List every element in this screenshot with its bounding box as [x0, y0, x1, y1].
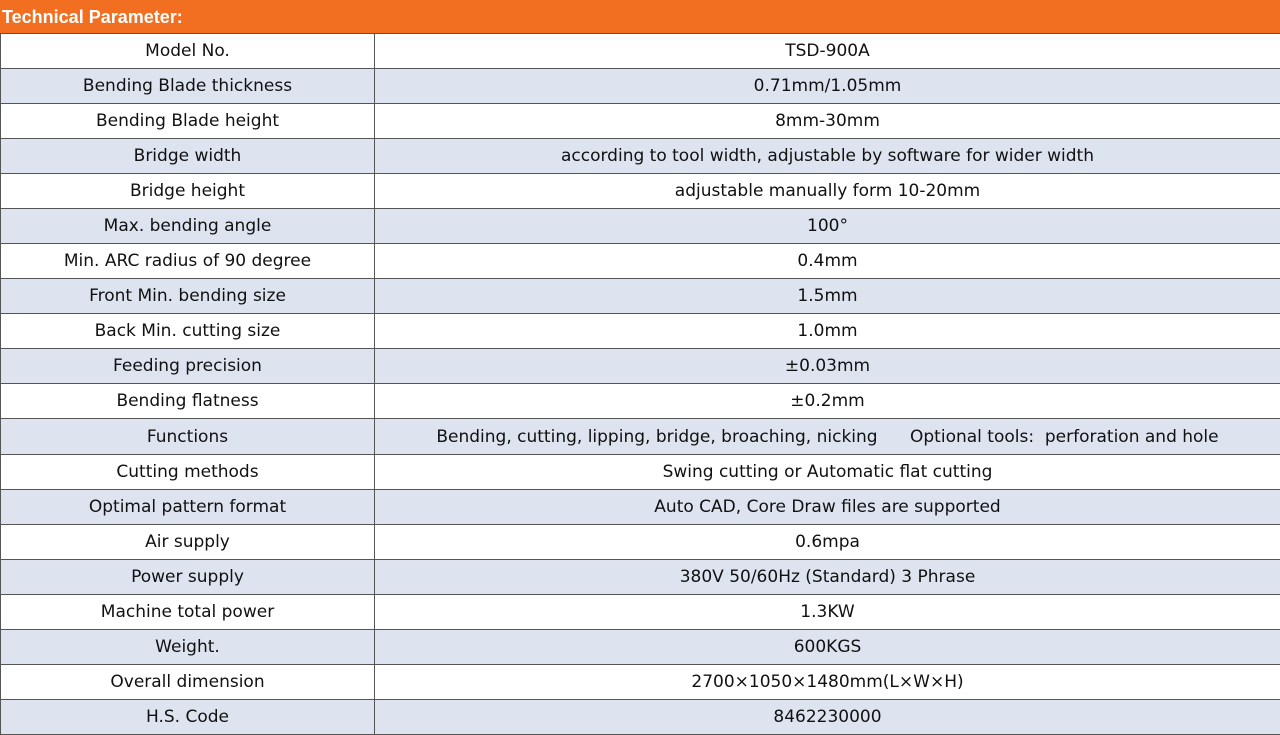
spec-label: Bridge width: [1, 139, 375, 174]
spec-row-functions: [1, 419, 1280, 455]
spec-label: Bending Blade thickness: [1, 69, 375, 104]
spec-row-model-no: [1, 34, 1280, 69]
spec-label: Machine total power: [1, 595, 375, 630]
spec-row-max-bending-angle: [1, 209, 1280, 244]
spec-row-hs-code: [1, 700, 1280, 735]
spec-label: Model No.: [1, 34, 375, 69]
spec-value: 2700×1050×1480mm(L×W×H): [375, 665, 1280, 700]
spec-value: 0.71mm/1.05mm: [375, 69, 1280, 104]
spec-row-bridge-height: [1, 174, 1280, 209]
spec-label: Weight.: [1, 630, 375, 665]
spec-row-front-min-bending: [1, 279, 1280, 314]
spec-row-bending-flatness: [1, 384, 1280, 419]
spec-label: Optimal pattern format: [1, 490, 375, 525]
spec-value: 100°: [375, 209, 1280, 244]
spec-table: [0, 34, 1280, 735]
spec-row-min-arc-radius: [1, 244, 1280, 279]
spec-label: Functions: [1, 419, 375, 455]
spec-value: according to tool width, adjustable by software for wider width: [375, 139, 1280, 174]
spec-value: Swing cutting or Automatic flat cutting: [375, 455, 1280, 490]
spec-value: Bending, cutting, lipping, bridge, broaching, nicking Optional tools: perforation and hole: [375, 419, 1280, 455]
spec-row-total-power: [1, 595, 1280, 630]
spec-value: TSD-900A: [375, 34, 1280, 69]
spec-row-overall-dimension: [1, 665, 1280, 700]
spec-label: Cutting methods: [1, 455, 375, 490]
spec-row-pattern-format: [1, 490, 1280, 525]
spec-value: 8mm-30mm: [375, 104, 1280, 139]
spec-label: Max. bending angle: [1, 209, 375, 244]
spec-label: Min. ARC radius of 90 degree: [1, 244, 375, 279]
spec-row-bridge-width: [1, 139, 1280, 174]
spec-label: Overall dimension: [1, 665, 375, 700]
spec-label: Feeding precision: [1, 349, 375, 384]
spec-value: 600KGS: [375, 630, 1280, 665]
spec-row-blade-height: [1, 104, 1280, 139]
spec-value: adjustable manually form 10-20mm: [375, 174, 1280, 209]
spec-value: ±0.03mm: [375, 349, 1280, 384]
spec-value: 1.3KW: [375, 595, 1280, 630]
spec-row-power-supply: [1, 560, 1280, 595]
spec-row-weight: [1, 630, 1280, 665]
spec-label: H.S. Code: [1, 700, 375, 735]
spec-label: Bridge height: [1, 174, 375, 209]
spec-label: Front Min. bending size: [1, 279, 375, 314]
spec-label: Bending Blade height: [1, 104, 375, 139]
spec-table-body: [1, 34, 1280, 735]
spec-row-air-supply: [1, 525, 1280, 560]
spec-value: Auto CAD, Core Draw files are supported: [375, 490, 1280, 525]
spec-value: 1.0mm: [375, 314, 1280, 349]
spec-label: Back Min. cutting size: [1, 314, 375, 349]
spec-label: Power supply: [1, 560, 375, 595]
spec-label: Air supply: [1, 525, 375, 560]
spec-row-back-min-cutting: [1, 314, 1280, 349]
spec-value: ±0.2mm: [375, 384, 1280, 419]
spec-value: 380V 50/60Hz (Standard) 3 Phrase: [375, 560, 1280, 595]
spec-label: Bending flatness: [1, 384, 375, 419]
spec-value: 0.4mm: [375, 244, 1280, 279]
section-title: Technical Parameter:: [0, 0, 1280, 34]
spec-row-cutting-methods: [1, 455, 1280, 490]
spec-row-blade-thickness: [1, 69, 1280, 104]
spec-value: 0.6mpa: [375, 525, 1280, 560]
spec-value: 1.5mm: [375, 279, 1280, 314]
spec-value: 8462230000: [375, 700, 1280, 735]
spec-row-feeding-precision: [1, 349, 1280, 384]
